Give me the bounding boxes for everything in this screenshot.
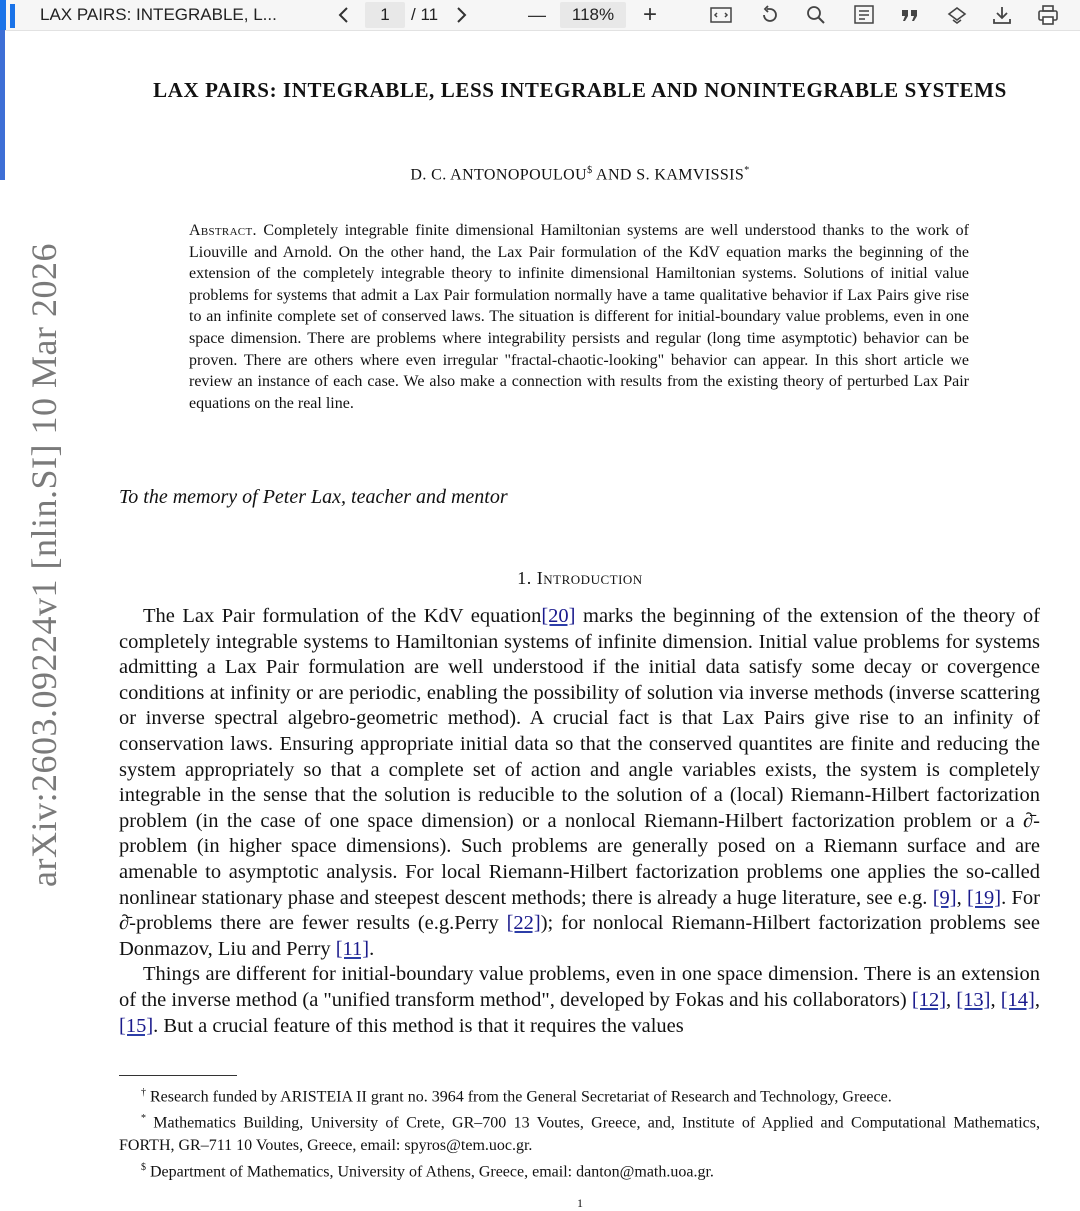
text-run: Things are different for initial-boundary value problems, even in one space dimension. There is an extension of the inverse method (a "unified transform method", developed by Fokas and his collaborators) <box>119 963 1040 1011</box>
text-run: . For ∂̄-problems there are fewer results (e.g.Perry <box>119 886 1040 935</box>
page-total: / 11 <box>411 5 439 24</box>
fit-page-icon <box>709 4 733 26</box>
citation-link[interactable]: [22] <box>506 912 541 935</box>
author-2-mark: * <box>744 165 750 176</box>
footnote-divider <box>119 1075 237 1076</box>
citation-link[interactable]: [14] <box>1000 988 1035 1011</box>
text-run: ); for nonlocal Riemann-Hilbert factorization problems see Donmazov, Liu and Perry <box>119 912 1040 960</box>
sidebar-handle[interactable] <box>0 30 5 180</box>
chevron-right-icon <box>456 6 468 24</box>
search-icon <box>804 4 828 26</box>
rotate-button[interactable] <box>758 4 782 26</box>
prev-page-button[interactable] <box>333 3 353 27</box>
footnotes <box>119 1082 1040 1183</box>
next-page-button[interactable] <box>452 3 472 27</box>
text-run: , <box>1034 988 1040 1011</box>
chevron-left-icon <box>337 6 349 24</box>
section-heading <box>120 568 1040 589</box>
citation-link[interactable]: [15] <box>119 1014 154 1037</box>
comment-icon <box>898 4 922 26</box>
abstract-text: Completely integrable finite dimensional Hamiltonian systems are well understood thanks to the work of Liouville and Arnold. On the other hand, the Lax Pair formulation of the KdV equation marks the beginning of the extension of the completely integrable theory to infinite dimensional Hamiltonian systems. Solutions of initial value problems for systems that admit a Lax Pair formulation normally have a tame qualitative behavior if Lax Pairs give rise to an infinite complete set of conserved laws. The situation is different for initial-boundary value problems, even in one space dimension. There are problems where integrability persists and regular (long time asymptotic) behavior can be proven. There are others where even irregular "fractal-chaotic-looking" behavior can appear. In this short article we review an instance of each case. We also make a connection with results from the existing theory of perturbed Lax Pair equations on the real line. <box>189 222 970 412</box>
comment-button[interactable] <box>898 4 922 26</box>
outline-button[interactable] <box>852 4 876 26</box>
bookmark-button[interactable] <box>945 4 969 26</box>
zoom-level[interactable]: 118% <box>560 2 626 28</box>
section-number: 1. <box>517 568 532 588</box>
rotate-icon <box>758 4 782 26</box>
arxiv-identifier: arXiv:2603.09224v1 [nlin.SI] 10 Mar 2026 <box>24 243 64 887</box>
footnote-text: Department of Mathematics, University of Athens, Greece, email: danton@math.uoa.gr. <box>146 1162 714 1180</box>
text-run: , <box>990 988 1001 1011</box>
footnote-mark: * <box>141 1113 146 1125</box>
citation-link[interactable]: [13] <box>956 988 991 1011</box>
fit-page-button[interactable] <box>709 4 733 26</box>
print-icon <box>1036 4 1060 26</box>
search-button[interactable] <box>804 4 828 26</box>
citation-link[interactable]: [19] <box>966 886 1002 909</box>
author-2: AND S. KAMVISSIS <box>592 166 745 184</box>
pdf-toolbar <box>0 0 1080 31</box>
download-icon <box>990 4 1014 26</box>
footnote-funding <box>119 1082 1040 1108</box>
paragraph-2 <box>119 962 1040 1039</box>
dedication: To the memory of Peter Lax, teacher and mentor <box>119 486 508 508</box>
app-logo-bar <box>10 4 15 28</box>
page-number-input[interactable]: 1 <box>365 2 405 28</box>
author-1-mark: $ <box>587 165 593 176</box>
text-run: . But a crucial feature of this method is that it requires the values <box>153 1014 684 1037</box>
text-run: , <box>956 886 967 909</box>
page-number: 1 <box>577 1196 583 1210</box>
outline-icon <box>852 4 876 26</box>
section-title: Introduction <box>536 568 643 588</box>
document-title: LAX PAIRS: INTEGRABLE, L... <box>40 5 277 24</box>
footnote-affiliation-1 <box>119 1108 1040 1156</box>
footnote-text: Mathematics Building, University of Crete, GR–700 13 Voutes, Greece, and, Institute of Applied and Computational Mathematics, FORTH, GR–711 10 Voutes, Greece, email: spyros@tem.uoc.gr. <box>119 1114 1040 1154</box>
text-run: The Lax Pair formulation of the KdV equation <box>143 605 542 627</box>
bookmark-icon <box>945 4 969 26</box>
download-button[interactable] <box>990 4 1014 26</box>
text-run: marks the beginning of the extension of the theory of completely integrable systems to Hamiltonian systems of infinite dimension. Initial value problems for systems admitting a Lax Pair formulation are well understood if the initial data satisfy some decay or covergence conditions at infinity or are periodic, enabling the possibility of solution via inverse methods (inverse scattering or inverse spectral algebro-geometric method). A crucial fact is that Lax Pairs give rise to an infinity of conservation laws. Ensuring appropriate initial data so that the conserved quantites are finite and reducing the system appropriately so that a complete set of action and angle variables exists, the system is completely integrable in the sense that the solution is reducible to the solution of a (local) Riemann-Hilbert factorization problem (in the case of one space dimension) or a nonlocal Riemann-Hilbert factorization problem or a ∂̄-problem (in higher space dimensions). Such problems are generally posed on a Riemann surface and are amenable to asymptotic analysis. For local Riemann-Hilbert factorization problems one applies the so-called nonlinear stationary phase and steepest descent methods; there is already a huge literature, see e.g. <box>119 605 1041 909</box>
footnote-mark: † <box>141 1087 146 1098</box>
footnote-affiliation-2 <box>119 1157 1040 1183</box>
author-1: D. C. ANTONOPOULOU <box>410 166 588 184</box>
paper-title: LAX PAIRS: INTEGRABLE, LESS INTEGRABLE AND NONINTEGRABLE SYSTEMS <box>153 78 1007 102</box>
body-text <box>119 604 1040 1039</box>
zoom-out-button[interactable]: — <box>528 4 546 25</box>
footnote-text: Research funded by ARISTEIA II grant no. 3964 from the General Secretariat of Research and Technology, Greece. <box>146 1088 892 1106</box>
citation-link[interactable]: [20] <box>541 605 576 627</box>
app-logo-icon <box>0 0 6 30</box>
text-run: , <box>946 988 957 1011</box>
citation-link[interactable]: [11] <box>335 937 370 960</box>
paragraph-1 <box>119 604 1040 962</box>
abstract-heading: Abstract. <box>189 222 257 239</box>
text-run: . <box>369 937 375 960</box>
print-button[interactable] <box>1036 4 1060 26</box>
abstract <box>189 220 969 414</box>
footnote-mark: $ <box>141 1161 146 1173</box>
citation-link[interactable]: [9] <box>932 886 957 909</box>
zoom-in-button[interactable]: + <box>642 1 657 28</box>
paper-authors <box>120 165 1040 184</box>
citation-link[interactable]: [12] <box>911 988 947 1011</box>
